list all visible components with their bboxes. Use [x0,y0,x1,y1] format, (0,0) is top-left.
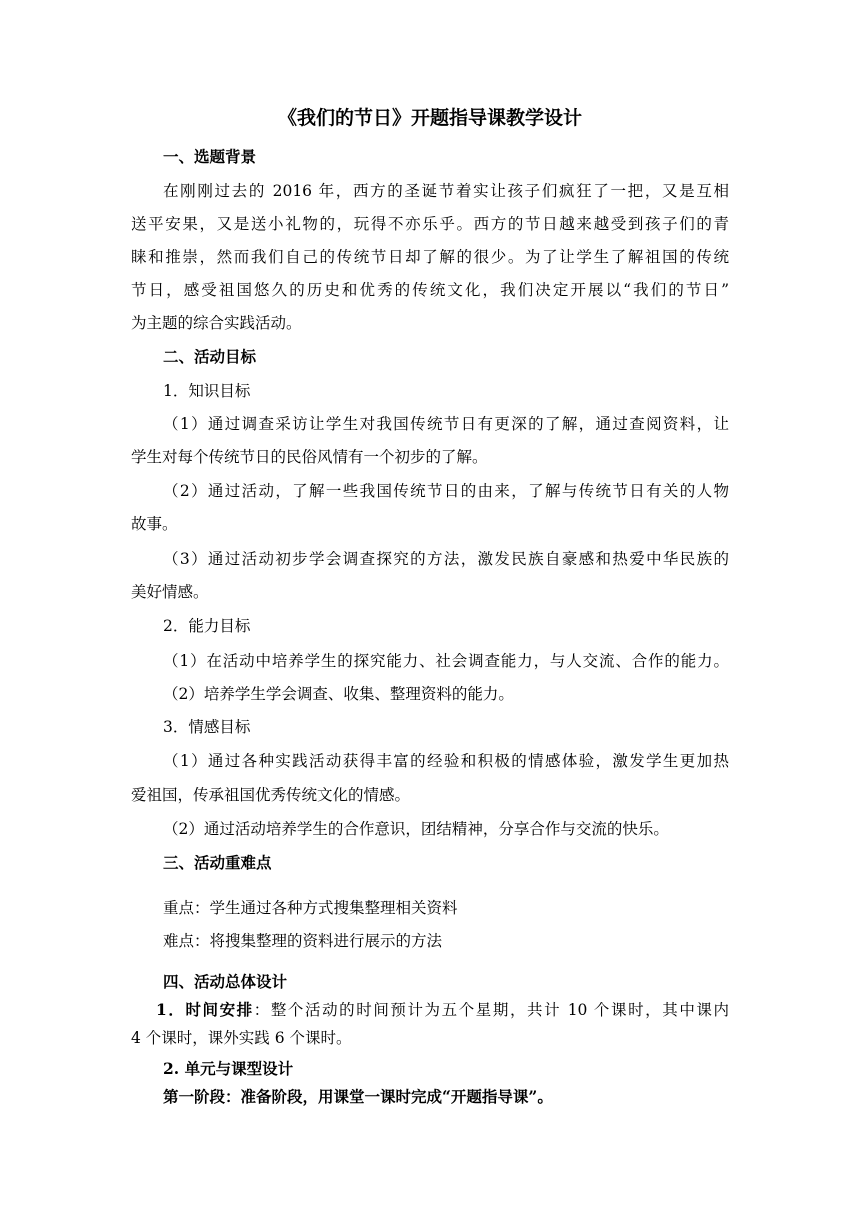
goal-item: （1）通过调查采访让学生对我国传统节日有更深的了解，通过查阅资料，让 [163,415,729,433]
time-label: 1．时间安排 [156,1000,254,1019]
paragraph-line: 送平安果，又是送小礼物的，玩得不亦乐乎。西方的节日越来越受到孩子们的青 [131,215,729,233]
difficulty-point: 难点：将搜集整理的资料进行展示的方法 [163,932,443,950]
time-text: ：整个活动的时间预计为五个星期，共计 10 个课时，其中课内 [253,1001,729,1019]
document-title: 《我们的节日》开题指导课教学设计 [277,107,582,129]
time-arrangement [156,1000,729,1020]
paragraph-line: 为主题的综合实践活动。 [131,314,302,332]
goal-item: 美好情感。 [131,583,209,601]
goal-item: （1）在活动中培养学生的探究能力、社会调查能力，与人交流、合作的能力。 [163,652,729,670]
goal-item: 故事。 [131,515,178,533]
section-heading-key-points: 三、活动重难点 [163,853,272,872]
section-heading-goals: 二、活动目标 [163,347,257,366]
goal-item: （2）通过活动，了解一些我国传统节日的由来，了解与传统节日有关的人物 [163,482,729,500]
subheading-ability: 2．能力目标 [163,617,251,635]
subheading-knowledge: 1．知识目标 [163,382,251,400]
section-heading-background: 一、选题背景 [163,147,257,166]
goal-item: （1）通过各种实践活动获得丰富的经验和积极的情感体验，激发学生更加热 [163,752,729,770]
stage-one: 第一阶段：准备阶段，用课堂一课时完成“开题指导课”。 [163,1087,553,1106]
paragraph-line: 在刚刚过去的 2016 年，西方的圣诞节着实让孩子们疯狂了一把，又是互相 [163,182,729,200]
paragraph-line: 睐和推崇，然而我们自己的传统节日却了解的很少。为了让学生了解祖国的传统 [131,248,729,266]
section-heading-overall: 四、活动总体设计 [163,972,288,991]
focus-point: 重点：学生通过各种方式搜集整理相关资料 [163,899,458,917]
goal-item: 学生对每个传统节日的民俗风情有一个初步的了解。 [131,448,488,466]
unit-design-title: 2. 单元与课型设计 [163,1059,294,1078]
goal-item: （2）通过活动培养学生的合作意识，团结精神，分享合作与交流的快乐。 [163,820,669,838]
paragraph-line: 节日，感受祖国悠久的历史和优秀的传统文化，我们决定开展以“我们的节日” [131,281,729,299]
time-arrangement-cont: 4 个课时，课外实践 6 个课时。 [131,1029,352,1047]
goal-item: （3）通过活动初步学会调查探究的方法，激发民族自豪感和热爱中华民族的 [163,550,729,568]
goal-item: （2）培养学生学会调查、收集、整理资料的能力。 [163,685,514,703]
goal-item: 爱祖国，传承祖国优秀传统文化的情感。 [131,786,411,804]
subheading-emotion: 3．情感目标 [163,718,251,736]
